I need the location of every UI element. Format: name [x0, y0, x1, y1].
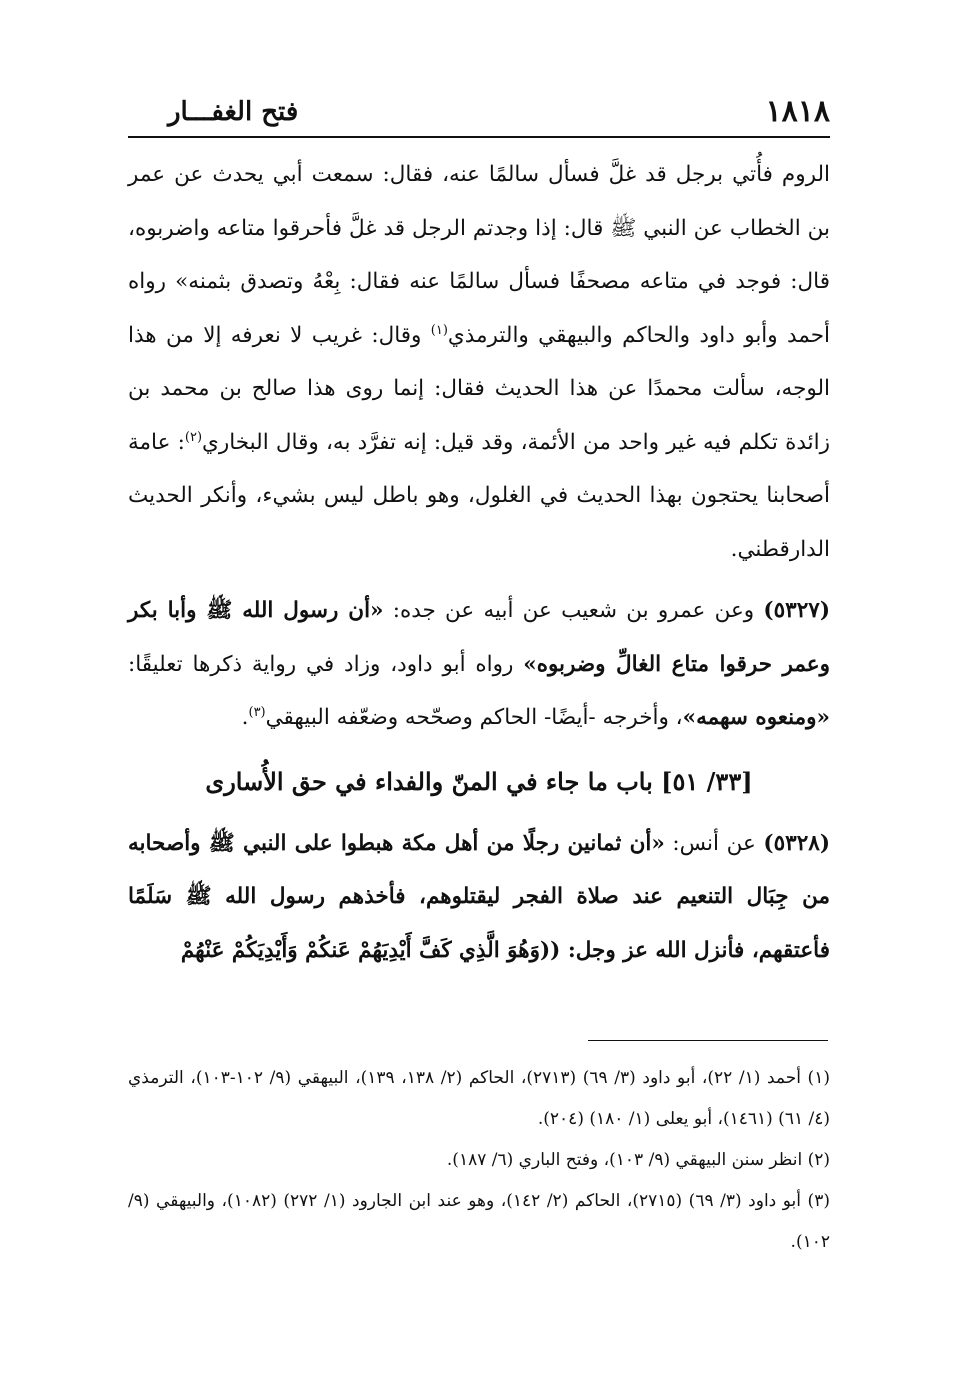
hadith-5327 — [128, 584, 830, 745]
page-number: ١٨١٨ — [765, 94, 830, 129]
text-run: : عامة أصحابنا يحتجون بهذا الحديث في الغلول، وهو باطل ليس بشيء، وأنكر الحديث الدارقطني. — [128, 429, 830, 562]
text-run: الروم فأُتي برجل قد غلَّ فسأل سالمًا عنه، فقال: سمعت أبي يحدث عن عمر بن الخطاب عن النبي ﷺ قال: إذا وجدتم الرجل قد غلَّ فأحرقوا متاعه واضربوه، قال: فوجد في متاعه مصحفًا فسأل سالمًا عنه فقال: بِعْهُ وتصدق بثمنه» رواه أحمد وأبو داود والحاكم والبيهقي والترمذي — [128, 162, 830, 348]
page-header — [128, 92, 830, 138]
header-rule — [128, 136, 830, 138]
hadith-quote: «أن رسول الله ﷺ وأبا بكر وعمر حرقوا متاع الغالِّ وضربوه» — [128, 598, 831, 677]
footnote-separator — [588, 1040, 828, 1041]
footnote-ref-1[interactable]: (١) — [430, 322, 448, 338]
text-run: وقال: غريب لا نعرفه إلا من هذا الوجه، سألت محمدًا عن هذا الحديث فقال: إنما روى هذا صالح بن محمد بن زائدة تكلم فيه غير واحد من الأئمة، وقد قيل: إنه تفرَّد به، وقال البخاري — [128, 322, 830, 455]
hadith-number: (٥٣٢٧) — [763, 598, 830, 623]
text-run: . — [241, 705, 249, 730]
hadith-number: (٥٣٢٨) — [763, 830, 830, 856]
main-text — [128, 148, 830, 977]
footnote-2: (٢) انظر سنن البيهقي (٩/ ١٠٣)، وفتح الباري (٦/ ١٨٧). — [446, 1150, 830, 1170]
footnotes — [128, 1058, 830, 1263]
footnote-ref-3[interactable]: (٣) — [248, 704, 266, 720]
chapter-heading: [٣٣/ ٥١] باب ما جاء في المنّ والفداء في حق الأُسارى — [205, 766, 753, 796]
text-run: ، وأخرجه -أيضًا- الحاكم وصحّحه وضعّفه البيهقي — [265, 705, 683, 730]
hadith-5328 — [128, 817, 830, 978]
hadith-quote: «ومنعوه سهمه» — [682, 705, 830, 730]
footnote-1: (١) أحمد (١/ ٢٢)، أبو داود (٣/ ٦٩) (٢٧١٣)، الحاكم (٢/ ١٣٨، ١٣٩)، البيهقي (٩/ ١٠٢-١٠٣)، الترمذي (٤/ ٦١) (١٤٦١)، أبو يعلى (١/ ١٨٠) (٢٠٤). — [128, 1068, 830, 1129]
footnote-ref-2[interactable]: (٢) — [184, 429, 203, 445]
hadith-quote: «أن ثمانين رجلًا من أهل مكة هبطوا على النبي ﷺ وأصحابه من جِبَال التنعيم عند صلاة الفجر ليقتلوهم، فأخذهم رسول الله ﷺ سَلَمًا فأعتقهم، فأنزل الله عز وجل: ((وَهُوَ الَّذِي كَفَّ أَيْدِيَهُمْ عَنكُمْ وَأَيْدِيَكُمْ عَنْهُمْ — [128, 830, 830, 963]
text-run: رواه أبو داود، وزاد في رواية ذكرها تعليقًا: — [128, 651, 524, 677]
running-title: فتح الغفـــار — [168, 97, 299, 127]
footnote-3: (٣) أبو داود (٣/ ٦٩) (٢٧١٥)، الحاكم (٢/ ١٤٢)، وهو عند ابن الجارود (١/ ٢٧٢) (١٠٨٢)، والبيهقي (٩/ ١٠٢). — [128, 1191, 830, 1252]
text-run: عن أنس: — [664, 830, 764, 856]
text-run: وعن عمرو بن شعيب عن أبيه عن جده: — [383, 598, 764, 623]
paragraph-continuation — [128, 148, 830, 576]
